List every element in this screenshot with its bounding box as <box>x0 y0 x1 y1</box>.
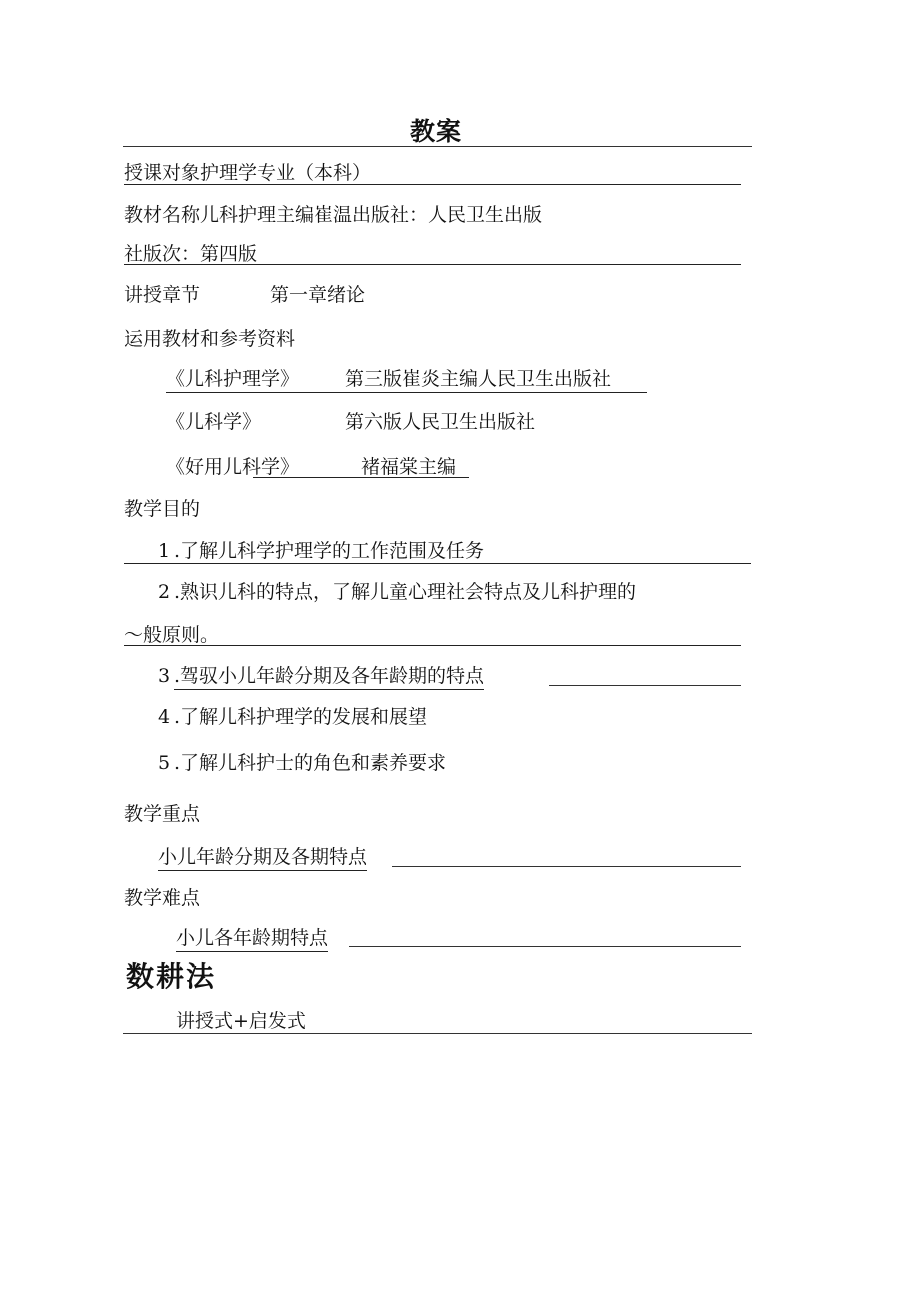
reference-detail: 褚福棠主编 <box>361 456 457 478</box>
reference-detail: 第三版崔炎主编人民卫生出版社 <box>345 368 612 390</box>
objective-rule <box>549 685 741 686</box>
objective-text-cont: 〜般原则。 <box>124 624 220 646</box>
objective-num: 2 <box>158 581 171 603</box>
objective-num: 5 <box>158 752 171 774</box>
target-line: 授课对象护理学专业（本科） <box>124 162 372 184</box>
method-heading: 数耕法 <box>126 960 217 993</box>
reference-book: 《儿科学》 <box>166 411 262 433</box>
textbook-line-1: 教材名称儿科护理主编崔温出版社：人民卫生出版 <box>124 204 543 226</box>
objective-rule <box>124 645 741 646</box>
title-rule <box>123 146 752 147</box>
difficulties-heading: 教学难点 <box>124 887 201 909</box>
textbook-line-2: 社版次：第四版 <box>124 243 258 265</box>
difficulties-value: 小儿各年龄期特点 <box>176 926 328 952</box>
objectives-heading: 教学目的 <box>124 498 201 520</box>
method-value: 讲授式+启发式 <box>176 1010 306 1032</box>
key-points-value: 小儿年龄分期及各期特点 <box>158 845 367 871</box>
difficulties-rule <box>349 946 741 947</box>
references-heading: 运用教材和参考资料 <box>124 328 296 350</box>
chapter-label: 讲授章节 <box>124 284 201 306</box>
textbook-underline <box>124 264 741 265</box>
objective-rule <box>124 563 751 564</box>
chapter-value: 第一章绪论 <box>270 284 366 306</box>
target-underline <box>124 184 741 185</box>
page-title: 教案 <box>410 117 463 146</box>
objective-text: .了解儿科护士的角色和素养要求 <box>174 752 447 774</box>
reference-detail: 第六版人民卫生出版社 <box>345 411 536 433</box>
key-points-heading: 教学重点 <box>124 803 201 825</box>
method-rule <box>123 1033 752 1034</box>
reference-book: 《儿科护理学》 <box>166 368 300 390</box>
objective-num: 3 <box>158 665 171 687</box>
objective-text: .了解儿科护理学的发展和展望 <box>174 706 428 728</box>
objective-num: 4 <box>158 706 171 728</box>
objective-text: .驾驭小儿年龄分期及各年龄期的特点 <box>174 664 484 690</box>
key-points-rule <box>392 866 741 867</box>
reference-book: 《好用儿科学》 <box>166 456 300 478</box>
objective-text: .熟识儿科的特点，了解儿童心理社会特点及儿科护理的 <box>174 581 637 603</box>
objective-num: 1 <box>158 540 171 562</box>
objective-text: .了解儿科学护理学的工作范围及任务 <box>174 540 485 562</box>
